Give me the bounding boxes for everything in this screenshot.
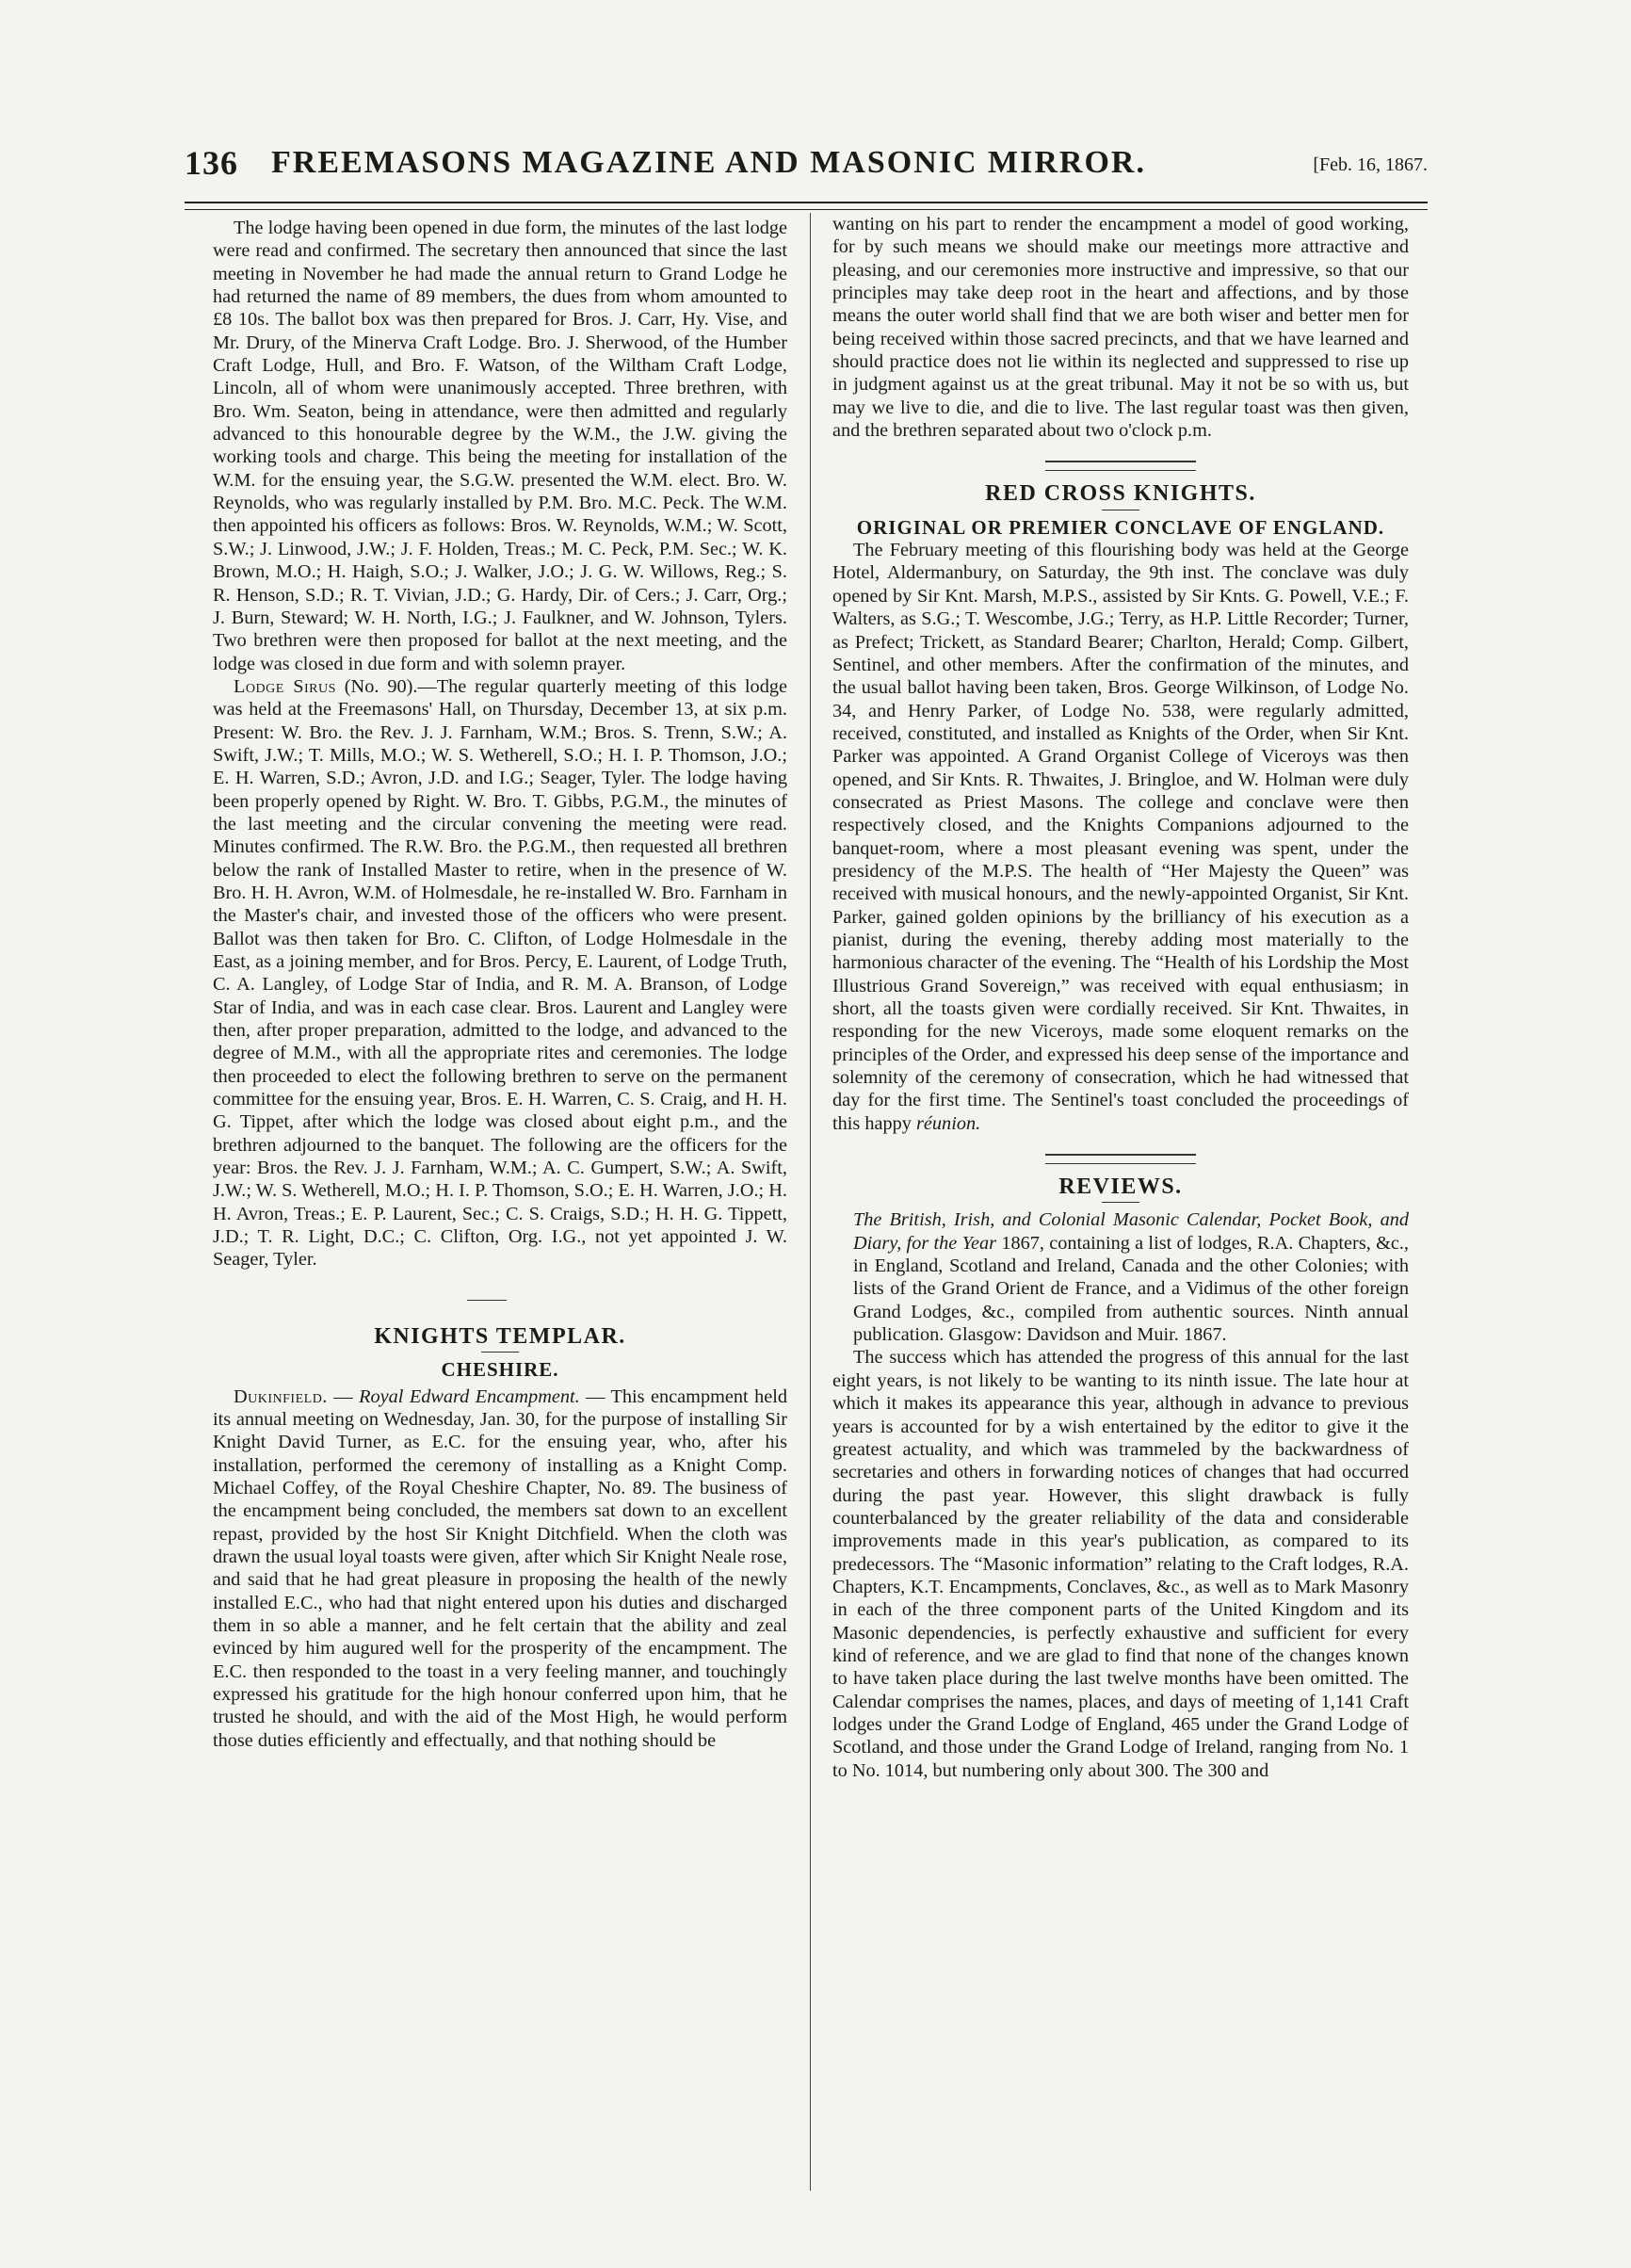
cheshire-subheading: CHESHIRE. [441, 1358, 559, 1382]
page-number: 136 [185, 144, 238, 182]
right-column [832, 213, 1409, 1782]
dukinfield-paragraph: Dukinfield. — Royal Edward Encampment. — This encampment held its annual meeting on Wednesday, Jan. 30, for the purpose of installing Sir Knight David Turner, as E.C. for the ensuing year, who, after his installation, performed the ceremony of installing as a Knight Comp. Michael Coffey, of the Royal Cheshire Chapter, No. 89. The business of the encampment being concluded, the members sat down to an excellent repast, provided by the host Sir Knight Ditchfield. When the cloth was drawn the usual loyal toasts were given, after which Sir Knight Neale rose, and said that he had great pleasure in proposing the health of the newly installed E.C., who had that night entered upon his duties and discharged them in so able a manner, and he felt certain that the ability and zeal evinced by him augured well for the prosperity of the encampment. The E.C. then responded to the toast in a very feeling manner, and touchingly expressed his gratitude for the high honour conferred upon him, that he trusted he should, and with the aid of the Most High, he would perform those duties efficiently and effectually, and that nothing should be [213, 1385, 787, 1751]
red-cross-text: The February meeting of this flourishing body was held at the George Hotel, Aldermanbury, on Saturday, the 9th inst. The conclave was duly opened by Sir Knt. Marsh, M.P.S., assisted by Sir Knts. G. Powell, V.E.; F. Walters, as S.G.; T. Wescombe, J.G.; Terry, as H.P. Little Recorder; Turner, as Prefect; Trickett, as Standard Bearer; Charlton, Herald; Comp. Gilbert, Sentinel, and other members. After the confirmation of the minutes, and the usual ballot having been taken, Bros. George Wilkinson, of Lodge No. 34, and Henry Parker, of Lodge No. 538, were regularly admitted, received, constituted, and installed as Knights of the Order, when Sir Knt. Parker was appointed. A Grand Organist College of Viceroys was then opened, and Sir Knts. R. Thwaites, J. Bringloe, and W. Holman were duly consecrated as Priest Masons. The college and conclave were then respectively closed, and the Knights Companions adjourned to the banquet-room, where a most pleasant evening was spent, under the presidency of the M.P.S. The health of “Her Majesty the Queen” was received with musical honours, and the newly-appointed Organist, Sir Knt. Parker, gained golden opinions by the brilliancy of his execution as a pianist, during the evening, thereby adding most materially to the harmonious character of the evening. The “Health of his Lordship the Most Illustrious Grand Sovereign,” was received with equal enthusiasm; in short, all the toasts given were cordially received. Sir Knt. Thwaites, in responding for the new Viceroys, made some eloquent remarks on the principles of the Order, and expressed his deep sense of the importance and solemnity of the ceremony of consecration, which he had witnessed that day for the first time. The Sentinel's toast concluded the proceedings of this happy [832, 540, 1409, 1134]
lodge-report-paragraph: The lodge having been opened in due form, the minutes of the last lodge were read and confirmed. The secretary then announced that since the last meeting in November he had made the annual return to Grand Lodge he had returned the name of 89 members, the dues from whom amounted to £8 10s. The ballot box was then prepared for Bros. J. Carr, Hy. Vise, and Mr. Drury, of the Minerva Craft Lodge. Bro. J. Sherwood, of the Humber Craft Lodge, Hull, and Bro. F. Watson, of the Wiltham Craft Lodge, Lincoln, all of whom were unanimously accepted. Three brethren, with Bro. Wm. Seaton, being in attendance, were then admitted and regularly advanced to this honourable degree by the W.M., the J.W. giving the working tools and charge. This being the meeting for installation of the W.M. for the ensuing year, the S.G.W. presented the W.M. elect. Bro. W. Reynolds, who was regularly installed by P.M. Bro. M.C. Peck. The W.M. then appointed his officers as follows: Bros. W. Reynolds, W.M.; W. Scott, S.W.; J. Linwood, J.W.; J. F. Holden, Treas.; M. C. Peck, P.M. Sec.; W. K. Brown, M.O.; H. Haigh, S.O.; J. Walker, J.O.; J. G. W. Willows, Reg.; S. R. Henson, S.D.; R. T. Vivian, J.D.; G. Hardy, Dir. of Cers.; J. Carr, Org.; J. Burn, Steward; W. H. North, I.G.; J. Faulkner, and W. Johnson, Tylers. Two brethren were then proposed for ballot at the next meeting, and the lodge was closed in due form and with solemn prayer. [213, 218, 787, 674]
lodge-sirus-text: (No. 90).—The regular quarterly meeting of this lodge was held at the Freemasons' Hall, on Thursday, December 13, at six p.m. Present: W. Bro. the Rev. J. J. Farnham, W.M.; Bros. S. Trenn, S.W.; A. Swift, J.W.; T. Mills, M.O.; W. S. Wetherell, S.O.; H. I. P. Thomson, J.O.; E. H. Warren, S.D.; Avron, J.D. and I.G.; Seager, Tyler. The lodge having been properly opened by Right. W. Bro. T. Gibbs, P.G.M., the minutes of the last meeting and the circular convening the meeting were read. Minutes confirmed. The R.W. Bro. the P.G.M., then requested all brethren below the rank of Installed Master to retire, when in the presence of W. Bro. H. H. Avron, W.M. of Holmesdale, he re-installed W. Bro. Farnham in the Master's chair, and invested those of the officers who were present. Ballot was then taken for Bro. C. Clifton, of Lodge Holmesdale in the East, as a joining member, and for Bros. Percy, E. Laurent, of Lodge Truth, C. A. Langley, of Lodge Star of India, and R. M. A. Branson, of Lodge Star of India, and was in each case clear. Bros. Laurent and Langley were then, after proper preparation, admitted to the lodge, and advanced to the degree of M.M., with all the appropriate rites and ceremonies. The lodge then proceeded to elect the following brethren to serve on the permanent committee for the ensuing year, Bros. E. H. Warren, C. S. Craig, and H. H. G. Tippet, after which the lodge was closed about eight p.m., and the brethren adjourned to the banquet. The following are the officers for the year: Bros. the Rev. J. J. Farnham, W.M.; A. C. Gumpert, S.W.; A. Swift, J.W.; W. S. Wetherell, M.O.; H. I. P. Thomson, S.O.; E. H. Warren, J.O.; H. H. Avron, Treas.; E. P. Laurent, Sec.; C. S. Craigs, S.D.; H. H. G. Tippett, J.D.; T. R. Light, D.C.; C. Clifton, Org. I.G., not yet appointed J. W. Seager, Tyler. [213, 675, 787, 1271]
review-book-entry [832, 1208, 1409, 1346]
encampment-continued-paragraph: wanting on his part to render the encampment a model of good working, for by such means we should make our meetings more attractive and pleasing, and our ceremonies more instructive and impressive, so that our principles may take deep root in the heart and affections, and by those means the outer world shall find that we are both wiser and better men for being received within those sacred precincts, and that we have learned and should practice does not lie within its neglected and suppressed to rise up in judgment against us at the great tribunal. May it not be so with us, but may we live to die, and die to live. The last regular toast was then given, and the brethren separated about two o'clock p.m. [832, 214, 1409, 442]
dukinfield-place: Dukinfield. [234, 1385, 328, 1407]
reviews-heading: REVIEWS. [1058, 1174, 1183, 1200]
section-separator [1045, 461, 1196, 471]
royal-edward-encampment: Royal Edward Encampment. [359, 1385, 580, 1407]
premier-conclave-subheading: ORIGINAL OR PREMIER CONCLAVE OF ENGLAND. [856, 515, 1385, 539]
knights-templar-heading: KNIGHTS TEMPLAR. [374, 1323, 626, 1349]
review-book-description: 1867, containing a list of lodges, R.A. Chapters, &c., in England, Scotland and Ireland, Canada and the other Colonies; with lists of the Grand Orient de France, and a Vidimus of the other foreign Grand Lodges, &c., compiled from authentic sources. Ninth annual publication. Glasgow: Davidson and Muir. 1867. [853, 1232, 1409, 1346]
heading-rule [1102, 1202, 1139, 1203]
column-divider [810, 213, 811, 2191]
lodge-sirus-name: Lodge Sirus [234, 675, 336, 697]
left-column [213, 217, 787, 1752]
red-cross-paragraph [832, 539, 1409, 1135]
header-rule [185, 202, 1428, 210]
review-paragraph: The success which has attended the progress of this annual for the last eight years, is not likely to be wanting to its ninth issue. The late hour at which it makes its appearance this year, although in advance to previous years is accounted for by a wish entertained by the editor to give it the greatest actuality, and which was trammeled by the backwardness of secretaries and others in forwarding notices of changes that had occurred during the past year. However, this slight drawback is fully counterbalanced by the greater reliability of the data and considerable improvements made in this year's publication, as compared to its predecessors. The “Masonic information” relating to the Craft lodges, R.A. Chapters, K.T. Encampments, Conclaves, &c., as well as to Mark Masonry in each of the three component parts of the United Kingdom and its Masonic dependencies, is perfectly exhaustive and sufficient for every kind of reference, and we are glad to find that none of the changes known to have taken place during the last twelve months have been omitted. The Calendar comprises the names, places, and days of meeting of 1,141 Craft lodges under the Grand Lodge of England, 465 under the Grand Lodge of Scotland, and those under the Grand Lodge of Ireland, ranging from No. 1 to No. 1014, but numbering only about 300. The 300 and [832, 1347, 1409, 1781]
page-header [185, 143, 1428, 190]
issue-date: [Feb. 16, 1867. [1313, 154, 1428, 175]
review-book-title: The British, Irish, and Colonial Masonic Calendar, Pocket Book, and Diary, for the Year [853, 1209, 1409, 1254]
section-separator [1045, 1154, 1196, 1164]
magazine-title: FREEMASONS MAGAZINE AND MASONIC MIRROR. [271, 145, 1146, 180]
red-cross-knights-heading: RED CROSS KNIGHTS. [985, 481, 1256, 507]
lodge-sirus-paragraph [213, 675, 787, 1272]
dukinfield-text: This encampment held its annual meeting on Wednesday, Jan. 30, for the purpose of installing Sir Knight David Turner, as E.C. for the ensuing year, who, after his installation, performed the ceremony of installing as a Knight Comp. Michael Coffey, of the Royal Cheshire Chapter, No. 89. The business of the encampment being concluded, the members sat down to an excellent repast, provided by the host Sir Knight Ditchfield. When the cloth was drawn the usual loyal toasts were given, after which Sir Knight Neale rose, and said that he had great pleasure in proposing the health of the newly installed E.C., who had that night entered upon his duties and discharged them in so able a manner, and he felt certain that the ability and zeal evinced by him augured well for the prosperity of the encampment. The E.C. then responded to the toast in a very feeling manner, and touchingly expressed his gratitude for the high honour conferred upon him, that he trusted he should, and with the aid of the Most High, he would perform those duties efficiently and effectually, and that nothing should be [213, 1385, 787, 1751]
reunion-word: réunion. [916, 1112, 981, 1134]
heading-rule [481, 1352, 519, 1353]
